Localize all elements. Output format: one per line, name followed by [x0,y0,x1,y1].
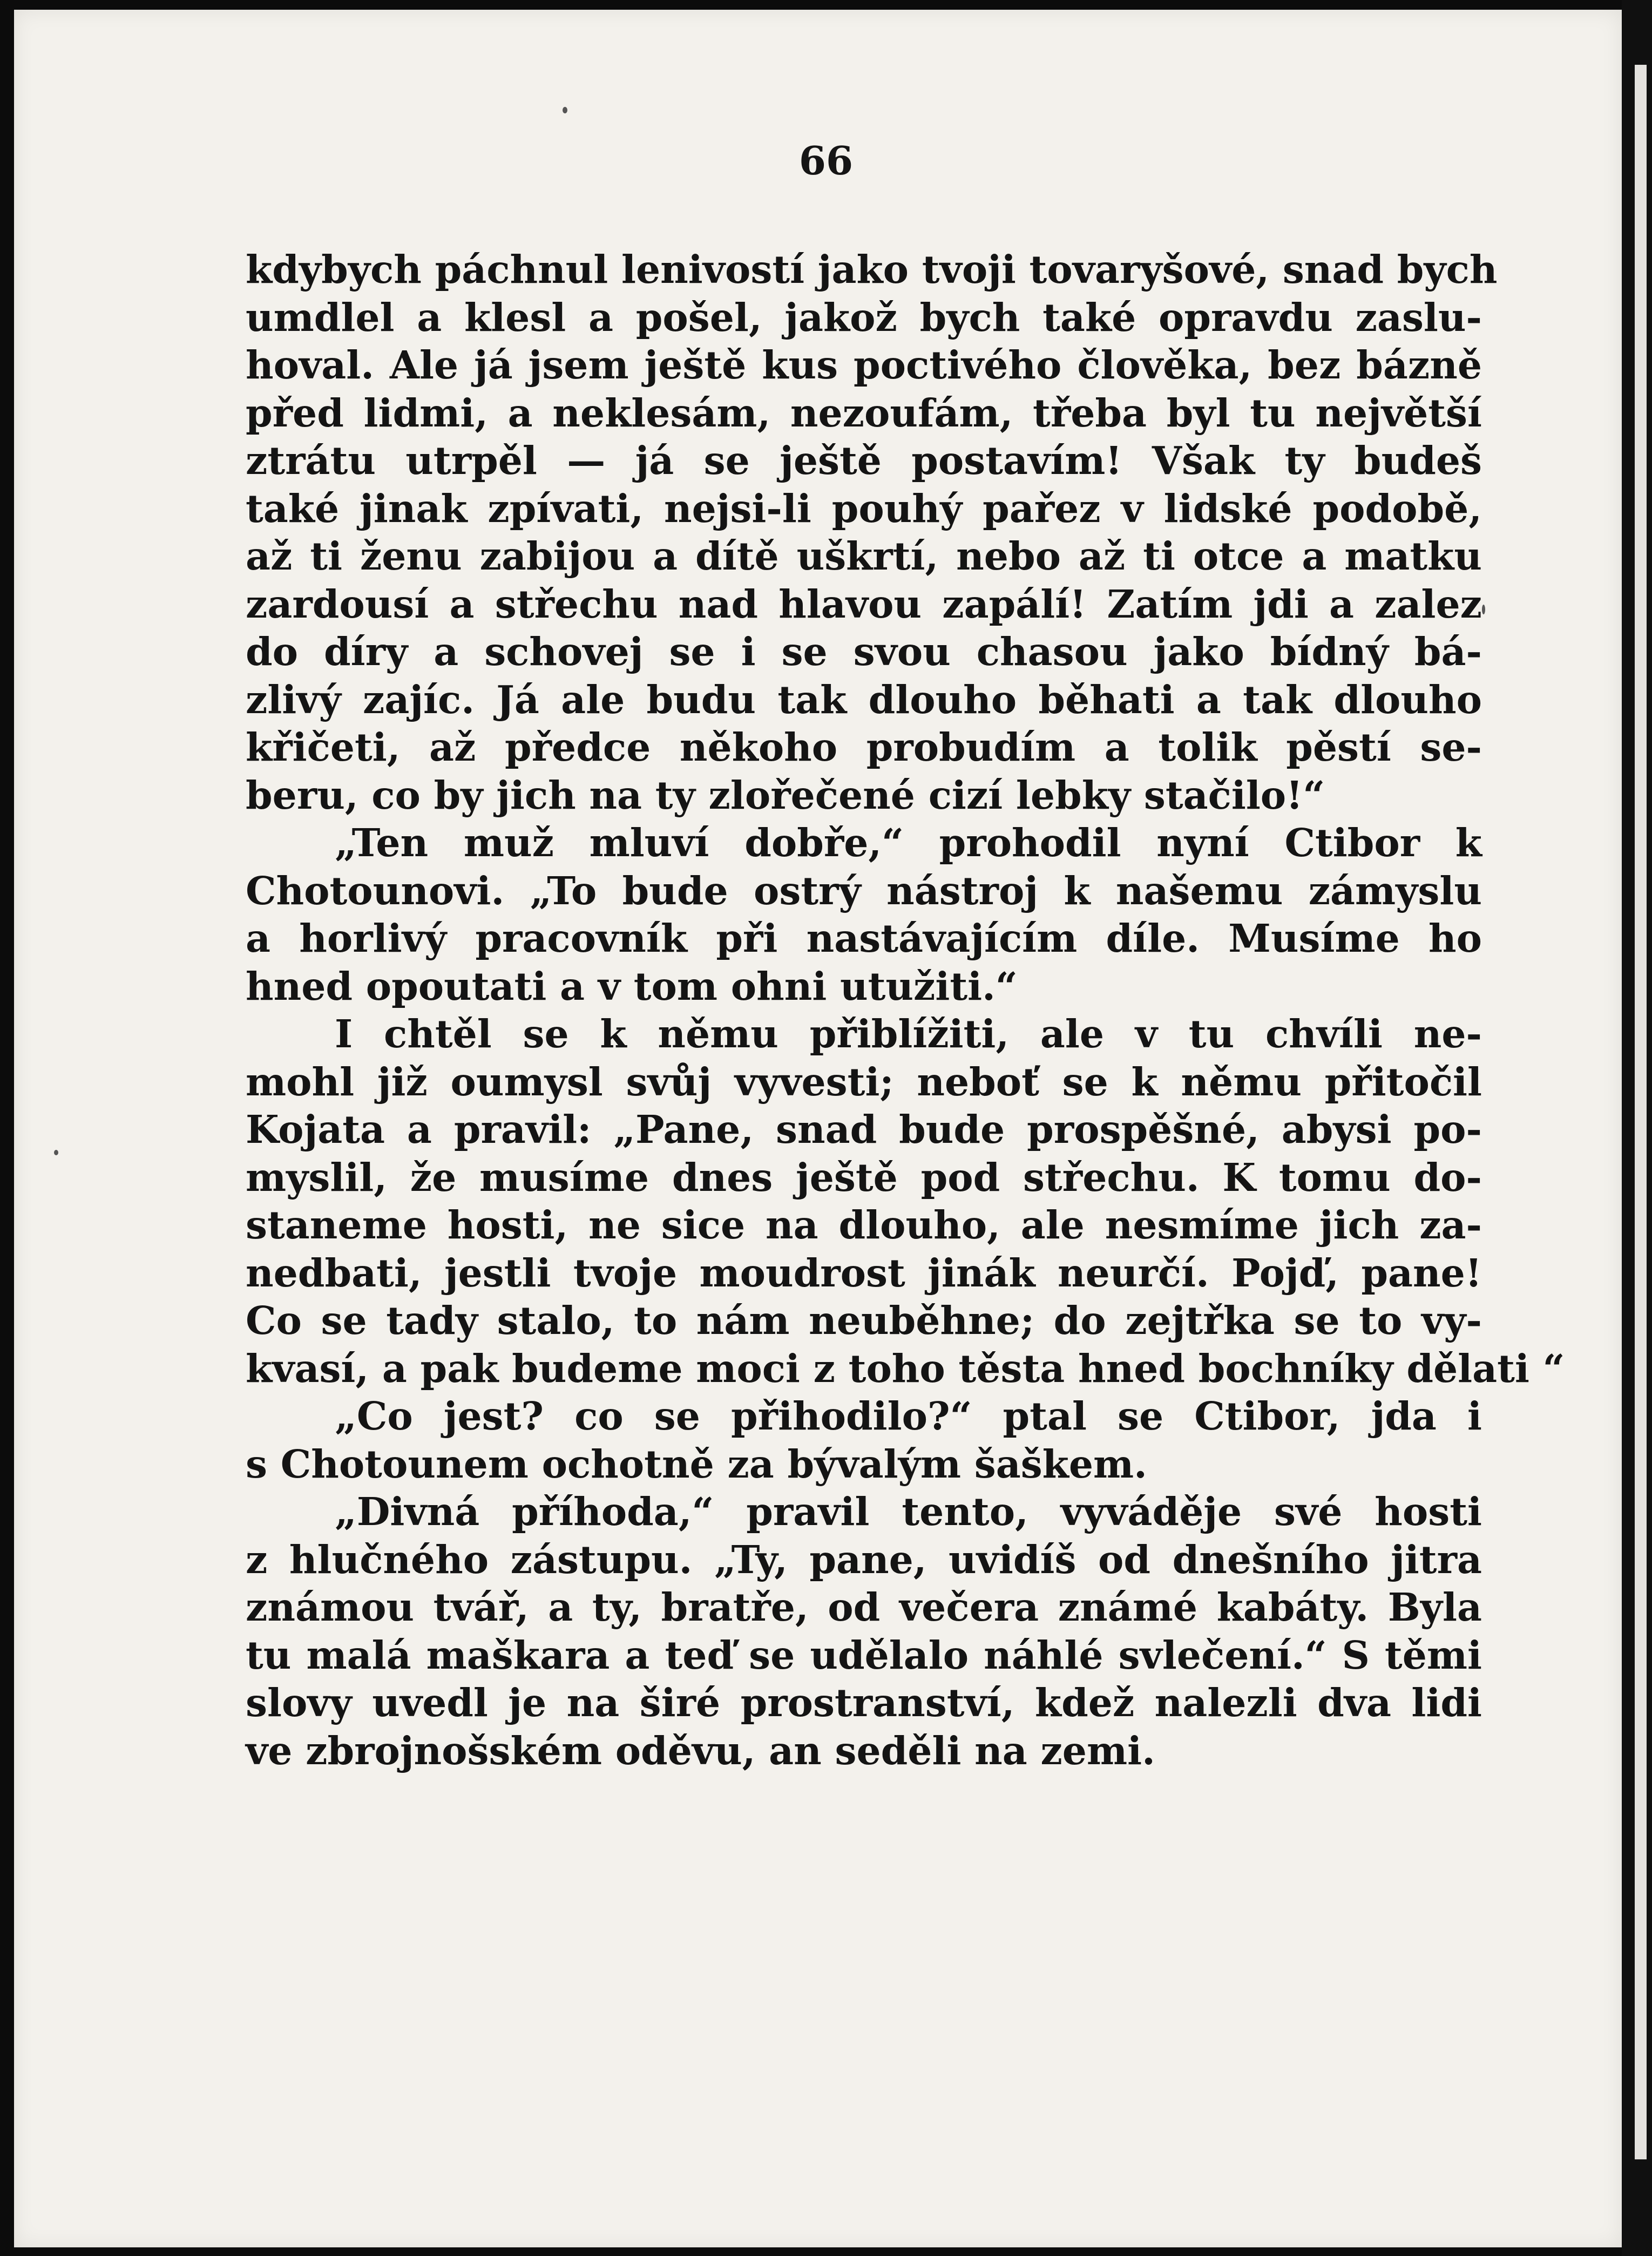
text-line: také jinak zpívati, nejsi-li pouhý pařez v lidské podobě, [246,485,1482,531]
text-line: kdybych páchnul lenivostí jako tvoji tovaryšové, snad bych [246,247,1498,292]
text-line: ve zbrojnošském oděvu, an seděli na zemi. [246,1727,1155,1773]
text-line: „Ten muž mluví dobře,“ prohodil nyní Ctibor k [335,820,1482,865]
text-line: Chotounovi. „To bude ostrý nástroj k našemu zámyslu [246,868,1482,913]
text-line: s Chotounem ochotně za bývalým šaškem. [246,1441,1147,1487]
text-line: hned opoutati a v tom ohni utužiti.“ [246,963,1018,1009]
text-line: slovy uvedl je na širé prostranství, kdež nalezli dva lidi [246,1680,1482,1725]
text-line: kvasí, a pak budeme moci z toho těsta hned bochníky dělati “ [246,1345,1565,1391]
text-line: až ti ženu zabijou a dítě uškrtí, nebo až ti otce a matku [246,533,1482,579]
text-line: zlivý zajíc. Já ale budu tak dlouho běhati a tak dlouho [246,676,1482,722]
text-line: „Divná příhoda,“ pravil tento, vyváděje své hosti [335,1489,1482,1534]
text-line: do díry a schovej se i se svou chasou jako bídný bá- [246,629,1482,674]
text-line: umdlel a klesl a pošel, jakož bych také opravdu zaslu- [246,294,1482,340]
text-line: a horlivý pracovník při nastávajícím díle. Musíme ho [246,916,1482,961]
text-line: křičeti, až předce někoho probudím a tolik pěstí se- [246,724,1482,770]
text-line: známou tvář, a ty, bratře, od večera známé kabáty. Byla [246,1584,1482,1630]
text-line: před lidmi, a neklesám, nezoufám, třeba byl tu největší [246,390,1482,436]
text-line: beru, co by jich na ty zlořečené cizí lebky stačilo!“ [246,772,1325,818]
text-line: z hlučného zástupu. „Ty, pane, uvidíš od dnešního jitra [246,1536,1482,1582]
speck [563,107,567,113]
text-line: „Co jest? co se přihodilo?“ ptal se Ctibor, jda i [335,1393,1482,1439]
scan-edge-strip [1635,65,1647,2159]
speck [1482,605,1485,614]
text-line: mohl již oumysl svůj vyvesti; neboť se k němu přitočil [246,1059,1482,1105]
body-text [246,246,1565,1774]
text-line: hoval. Ale já jsem ještě kus poctivého člověka, bez bázně [246,342,1482,388]
text-line: tu malá maškara a teď se udělalo náhlé svlečení.“ S těmi [246,1632,1482,1678]
page-number: 66 [798,138,854,184]
text-line: ztrátu utrpěl — já se ještě postavím! Však ty budeš [246,438,1482,483]
text-line: myslil, že musíme dnes ještě pod střechu. K tomu do- [246,1154,1482,1200]
speck [54,1150,58,1155]
text-line: zardousí a střechu nad hlavou zapálí! Zatím jdi a zalez [246,581,1482,627]
text-line: Kojata a pravil: „Pane, snad bude prospěšné, abysi po- [246,1107,1482,1152]
text-line: Co se tady stalo, to nám neuběhne; do zejtřka se to vy- [246,1298,1482,1343]
text-line: nedbati, jestli tvoje moudrost jinák neurčí. Pojď, pane! [246,1250,1482,1296]
text-line: I chtěl se k němu přiblížiti, ale v tu chvíli ne- [335,1011,1482,1056]
text-line: staneme hosti, ne sice na dlouho, ale nesmíme jich za- [246,1202,1482,1248]
